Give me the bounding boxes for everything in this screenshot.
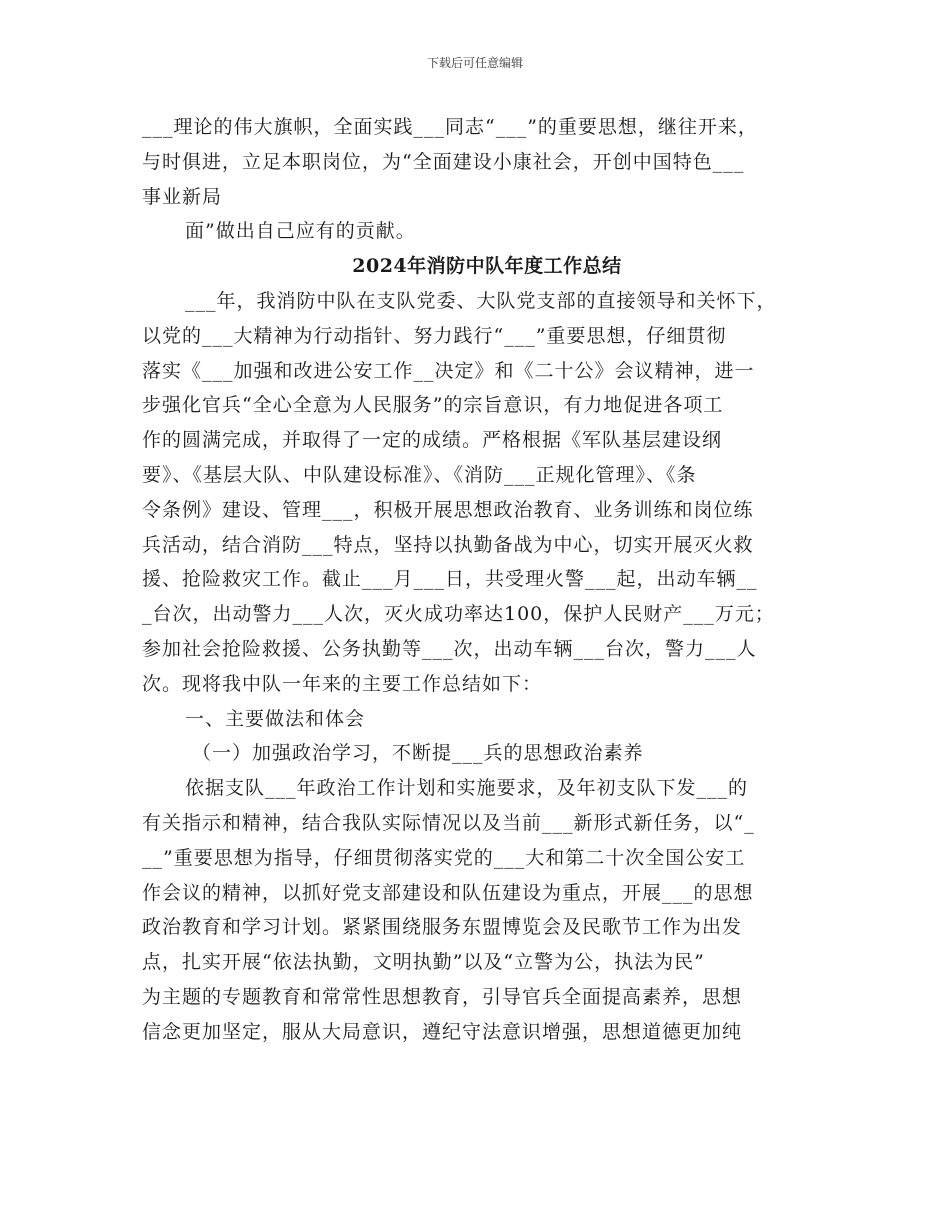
document-title: 2024年消防中队年度工作总结 [352,255,622,278]
text-line: 事业新局 [142,185,223,208]
text-line: 参加社会抢险救援、公务执勤等___次，出动车辆___台次，警力___人 [142,637,757,660]
text-line: 一、主要做法和体会 [185,707,366,730]
text-line: 落实《___加强和改进公安工作__决定》和《二十公》会议精神，进一 [142,359,755,382]
text-line: 兵活动，结合消防___特点，坚持以执勤备战为中心，切实开展灭火救 [142,533,754,556]
document-body [142,110,832,1050]
text-line: 点，扎实开展“依法执勤，文明执勤”以及“立警为公，执法为民” [142,951,705,974]
text-line: __”重要思想为指导，仔细贯彻落实党的___大和第二十次全国公安工 [142,846,746,869]
text-line: 令条例》建设、管理___，积极开展思想政治教育、业务训练和岗位练 [142,498,754,521]
text-line: 为主题的专题教育和常常性思想教育，引导官兵全面提高素养，思想 [142,985,743,1008]
text-line: 有关指示和精神，结合我队实际情况以及当前___新形式新任务，以“_ [142,811,755,834]
text-line: 步强化官兵“全心全意为人民服务”的宗旨意识，有力地促进各项工 [142,394,724,417]
text-line: 援、抢险救灾工作。截止___月___日，共受理火警___起，出动车辆__ [142,568,758,591]
text-line: ___年，我消防中队在支队党委、大队党支部的直接领导和关怀下， [185,289,777,312]
text-line: 与时俱进，立足本职岗位，为“全面建设小康社会，开创中国特色___ [142,150,745,173]
text-line: 以党的___大精神为行动指针、努力践行“___”重要思想，仔细贯彻 [142,324,727,347]
text-line: 面”做出自己应有的贡献。 [185,220,416,243]
text-line: _台次，出动警力___人次，灭火成功率达100，保护人民财产___万元； [142,603,775,626]
text-line: （一）加强政治学习，不断提___兵的思想政治素养 [192,742,644,765]
page-header: 下载后可任意编辑 [426,56,523,70]
text-line: 作会议的精神，以抓好党支部建设和队伍建设为重点，开展___的思想 [142,881,754,904]
text-line: 要》、《基层大队、中队建设标准》、《消防___正规化管理》、《条 [142,463,697,486]
text-line: 次。现将我中队一年来的主要工作总结如下： [142,672,543,695]
text-line: 作的圆满完成，并取得了一定的成绩。严格根据《军队基层建设纲 [142,429,723,452]
text-line: ___理论的伟大旗帜，全面实践___同志“___”的重要思想，继往开来， [142,116,758,138]
text-line: 信念更加坚定，服从大局意识，遵纪守法意识增强，思想道德更加纯 [142,1020,743,1043]
text-line: 依据支队___年政治工作计划和实施要求，及年初支队下发___的 [185,777,749,800]
text-line: 政治教育和学习计划。紧紧围绕服务东盟博览会及民歌节工作为出发 [142,916,743,939]
